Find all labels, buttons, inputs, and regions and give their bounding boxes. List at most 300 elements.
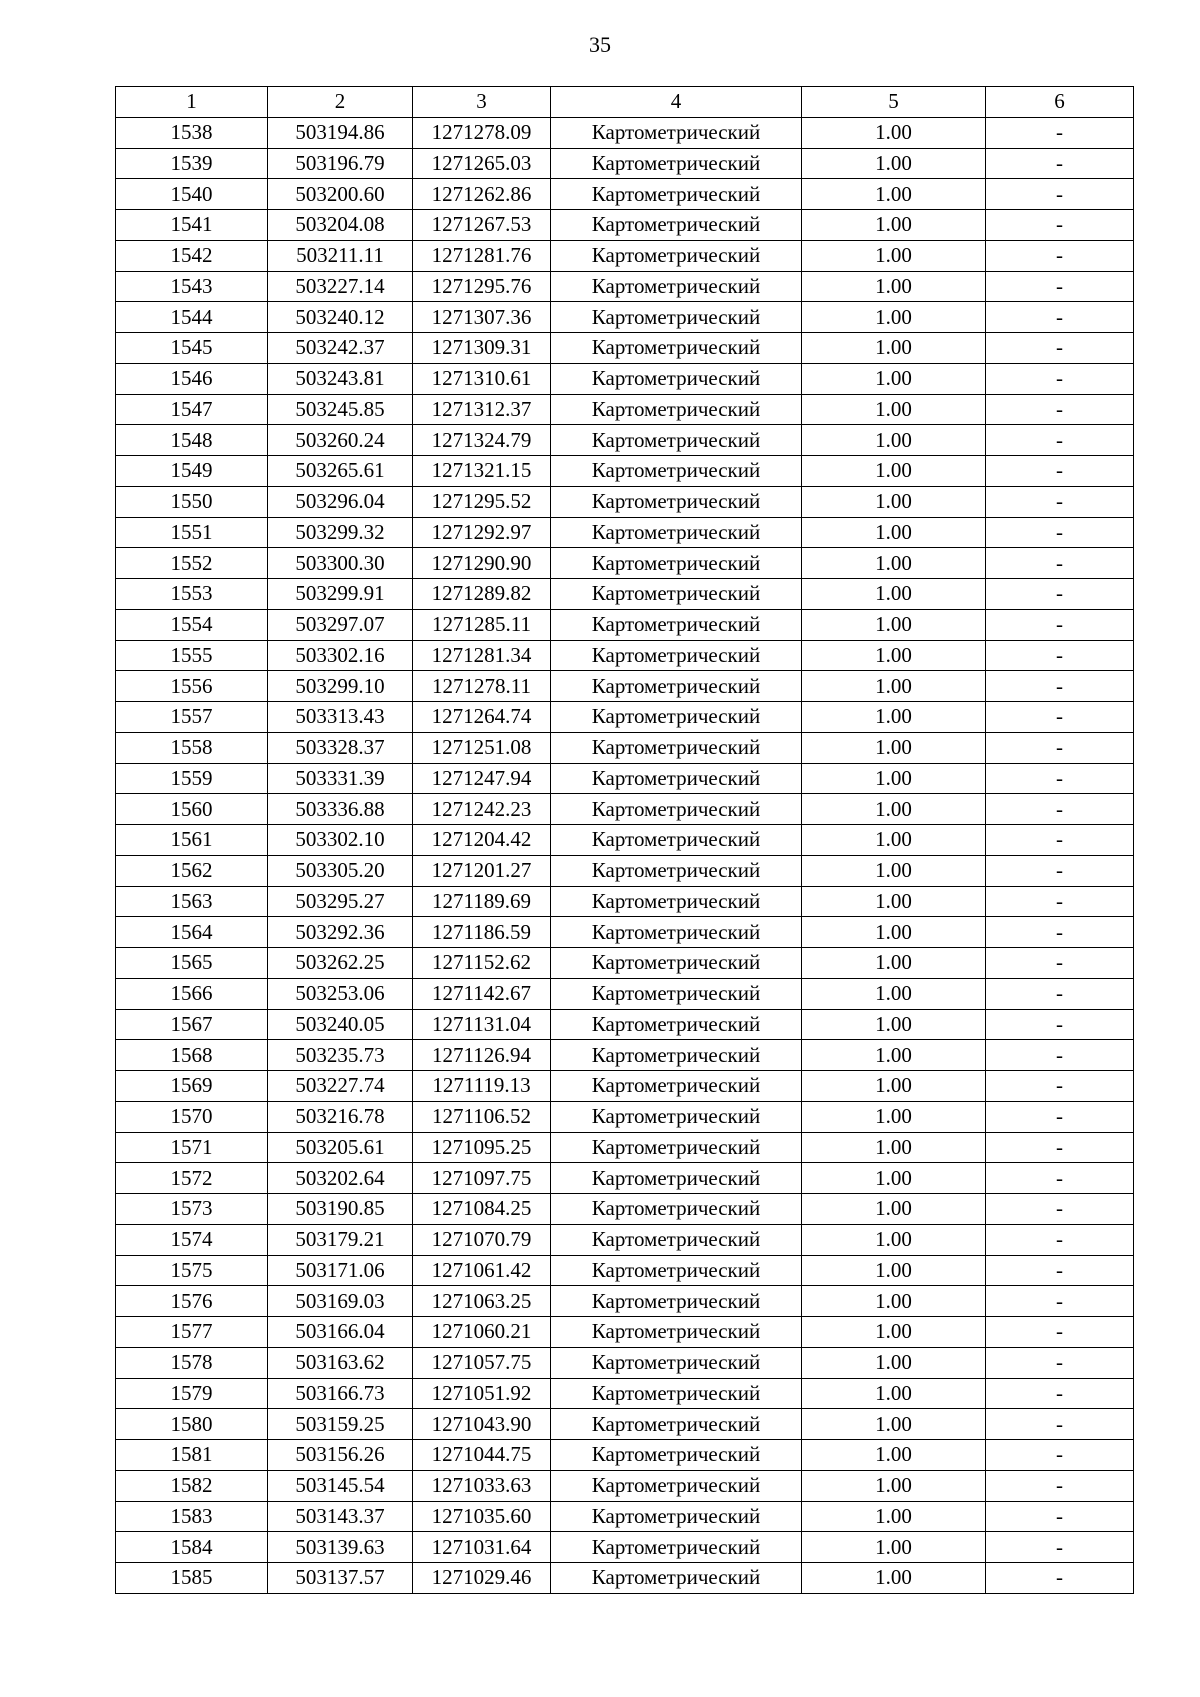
table-row <box>116 978 1134 1009</box>
description-cell: - <box>986 1532 1134 1563</box>
method-cell: Картометрический <box>551 1194 802 1225</box>
x-coordinate-cell: 503196.79 <box>268 148 413 179</box>
point-number-cell: 1557 <box>116 702 268 733</box>
y-coordinate-cell: 1271324.79 <box>413 425 551 456</box>
method-cell: Картометрический <box>551 1347 802 1378</box>
table-row <box>116 640 1134 671</box>
column-header-3: 3 <box>413 87 551 118</box>
y-coordinate-cell: 1271307.36 <box>413 302 551 333</box>
point-number-cell: 1580 <box>116 1409 268 1440</box>
x-coordinate-cell: 503297.07 <box>268 609 413 640</box>
y-coordinate-cell: 1271131.04 <box>413 1009 551 1040</box>
y-coordinate-cell: 1271051.92 <box>413 1378 551 1409</box>
point-number-cell: 1574 <box>116 1224 268 1255</box>
x-coordinate-cell: 503299.32 <box>268 517 413 548</box>
accuracy-cell: 1.00 <box>802 148 986 179</box>
table-row <box>116 1440 1134 1471</box>
x-coordinate-cell: 503204.08 <box>268 210 413 241</box>
point-number-cell: 1584 <box>116 1532 268 1563</box>
point-number-cell: 1560 <box>116 794 268 825</box>
x-coordinate-cell: 503171.06 <box>268 1255 413 1286</box>
accuracy-cell: 1.00 <box>802 1409 986 1440</box>
y-coordinate-cell: 1271312.37 <box>413 394 551 425</box>
x-coordinate-cell: 503163.62 <box>268 1347 413 1378</box>
y-coordinate-cell: 1271281.76 <box>413 240 551 271</box>
accuracy-cell: 1.00 <box>802 363 986 394</box>
y-coordinate-cell: 1271309.31 <box>413 333 551 364</box>
description-cell: - <box>986 1563 1134 1594</box>
point-number-cell: 1551 <box>116 517 268 548</box>
x-coordinate-cell: 503245.85 <box>268 394 413 425</box>
x-coordinate-cell: 503194.86 <box>268 117 413 148</box>
description-cell: - <box>986 1501 1134 1532</box>
description-cell: - <box>986 363 1134 394</box>
point-number-cell: 1554 <box>116 609 268 640</box>
accuracy-cell: 1.00 <box>802 302 986 333</box>
table-row <box>116 1317 1134 1348</box>
method-cell: Картометрический <box>551 886 802 917</box>
accuracy-cell: 1.00 <box>802 179 986 210</box>
table-row <box>116 763 1134 794</box>
accuracy-cell: 1.00 <box>802 702 986 733</box>
description-cell: - <box>986 1224 1134 1255</box>
point-number-cell: 1544 <box>116 302 268 333</box>
accuracy-cell: 1.00 <box>802 425 986 456</box>
table-row <box>116 179 1134 210</box>
table-row <box>116 394 1134 425</box>
table-row <box>116 363 1134 394</box>
column-header-5: 5 <box>802 87 986 118</box>
method-cell: Картометрический <box>551 486 802 517</box>
accuracy-cell: 1.00 <box>802 271 986 302</box>
method-cell: Картометрический <box>551 1532 802 1563</box>
table-row <box>116 609 1134 640</box>
accuracy-cell: 1.00 <box>802 1132 986 1163</box>
description-cell: - <box>986 117 1134 148</box>
y-coordinate-cell: 1271295.76 <box>413 271 551 302</box>
table-row <box>116 732 1134 763</box>
method-cell: Картометрический <box>551 978 802 1009</box>
x-coordinate-cell: 503265.61 <box>268 456 413 487</box>
x-coordinate-cell: 503169.03 <box>268 1286 413 1317</box>
method-cell: Картометрический <box>551 1132 802 1163</box>
table-row <box>116 1009 1134 1040</box>
description-cell: - <box>986 1440 1134 1471</box>
y-coordinate-cell: 1271152.62 <box>413 948 551 979</box>
x-coordinate-cell: 503240.05 <box>268 1009 413 1040</box>
x-coordinate-cell: 503336.88 <box>268 794 413 825</box>
x-coordinate-cell: 503296.04 <box>268 486 413 517</box>
table-row <box>116 1378 1134 1409</box>
method-cell: Картометрический <box>551 1071 802 1102</box>
y-coordinate-cell: 1271186.59 <box>413 917 551 948</box>
x-coordinate-cell: 503243.81 <box>268 363 413 394</box>
table-row <box>116 825 1134 856</box>
method-cell: Картометрический <box>551 210 802 241</box>
point-number-cell: 1562 <box>116 855 268 886</box>
y-coordinate-cell: 1271095.25 <box>413 1132 551 1163</box>
method-cell: Картометрический <box>551 1101 802 1132</box>
y-coordinate-cell: 1271057.75 <box>413 1347 551 1378</box>
point-number-cell: 1577 <box>116 1317 268 1348</box>
point-number-cell: 1578 <box>116 1347 268 1378</box>
y-coordinate-cell: 1271126.94 <box>413 1040 551 1071</box>
description-cell: - <box>986 1101 1134 1132</box>
method-cell: Картометрический <box>551 1470 802 1501</box>
x-coordinate-cell: 503227.14 <box>268 271 413 302</box>
method-cell: Картометрический <box>551 302 802 333</box>
accuracy-cell: 1.00 <box>802 1378 986 1409</box>
table-row <box>116 1040 1134 1071</box>
method-cell: Картометрический <box>551 1378 802 1409</box>
table-row <box>116 886 1134 917</box>
table-row <box>116 1470 1134 1501</box>
method-cell: Картометрический <box>551 425 802 456</box>
y-coordinate-cell: 1271285.11 <box>413 609 551 640</box>
accuracy-cell: 1.00 <box>802 609 986 640</box>
accuracy-cell: 1.00 <box>802 732 986 763</box>
table-row <box>116 1071 1134 1102</box>
y-coordinate-cell: 1271281.34 <box>413 640 551 671</box>
x-coordinate-cell: 503260.24 <box>268 425 413 456</box>
table-row <box>116 671 1134 702</box>
method-cell: Картометрический <box>551 1317 802 1348</box>
description-cell: - <box>986 1255 1134 1286</box>
x-coordinate-cell: 503166.04 <box>268 1317 413 1348</box>
accuracy-cell: 1.00 <box>802 1317 986 1348</box>
x-coordinate-cell: 503299.10 <box>268 671 413 702</box>
point-number-cell: 1583 <box>116 1501 268 1532</box>
x-coordinate-cell: 503211.11 <box>268 240 413 271</box>
accuracy-cell: 1.00 <box>802 333 986 364</box>
table-row <box>116 271 1134 302</box>
y-coordinate-cell: 1271035.60 <box>413 1501 551 1532</box>
table-body <box>116 117 1134 1593</box>
method-cell: Картометрический <box>551 855 802 886</box>
method-cell: Картометрический <box>551 732 802 763</box>
y-coordinate-cell: 1271262.86 <box>413 179 551 210</box>
description-cell: - <box>986 1378 1134 1409</box>
point-number-cell: 1568 <box>116 1040 268 1071</box>
y-coordinate-cell: 1271278.11 <box>413 671 551 702</box>
accuracy-cell: 1.00 <box>802 763 986 794</box>
table-row <box>116 579 1134 610</box>
method-cell: Картометрический <box>551 917 802 948</box>
accuracy-cell: 1.00 <box>802 456 986 487</box>
table-row <box>116 917 1134 948</box>
x-coordinate-cell: 503253.06 <box>268 978 413 1009</box>
point-number-cell: 1542 <box>116 240 268 271</box>
accuracy-cell: 1.00 <box>802 1286 986 1317</box>
method-cell: Картометрический <box>551 1286 802 1317</box>
description-cell: - <box>986 1009 1134 1040</box>
x-coordinate-cell: 503137.57 <box>268 1563 413 1594</box>
accuracy-cell: 1.00 <box>802 825 986 856</box>
x-coordinate-cell: 503202.64 <box>268 1163 413 1194</box>
accuracy-cell: 1.00 <box>802 978 986 1009</box>
point-number-cell: 1576 <box>116 1286 268 1317</box>
point-number-cell: 1582 <box>116 1470 268 1501</box>
accuracy-cell: 1.00 <box>802 671 986 702</box>
description-cell: - <box>986 240 1134 271</box>
x-coordinate-cell: 503292.36 <box>268 917 413 948</box>
accuracy-cell: 1.00 <box>802 1194 986 1225</box>
y-coordinate-cell: 1271044.75 <box>413 1440 551 1471</box>
method-cell: Картометрический <box>551 333 802 364</box>
y-coordinate-cell: 1271290.90 <box>413 548 551 579</box>
description-cell: - <box>986 825 1134 856</box>
x-coordinate-cell: 503143.37 <box>268 1501 413 1532</box>
accuracy-cell: 1.00 <box>802 240 986 271</box>
table-row <box>116 333 1134 364</box>
x-coordinate-cell: 503331.39 <box>268 763 413 794</box>
description-cell: - <box>986 579 1134 610</box>
point-number-cell: 1541 <box>116 210 268 241</box>
y-coordinate-cell: 1271119.13 <box>413 1071 551 1102</box>
description-cell: - <box>986 886 1134 917</box>
table-row <box>116 240 1134 271</box>
table-row <box>116 148 1134 179</box>
point-number-cell: 1581 <box>116 1440 268 1471</box>
accuracy-cell: 1.00 <box>802 579 986 610</box>
point-number-cell: 1575 <box>116 1255 268 1286</box>
description-cell: - <box>986 179 1134 210</box>
point-number-cell: 1553 <box>116 579 268 610</box>
y-coordinate-cell: 1271043.90 <box>413 1409 551 1440</box>
accuracy-cell: 1.00 <box>802 517 986 548</box>
x-coordinate-cell: 503205.61 <box>268 1132 413 1163</box>
description-cell: - <box>986 456 1134 487</box>
table-row <box>116 855 1134 886</box>
y-coordinate-cell: 1271267.53 <box>413 210 551 241</box>
point-number-cell: 1567 <box>116 1009 268 1040</box>
y-coordinate-cell: 1271247.94 <box>413 763 551 794</box>
description-cell: - <box>986 302 1134 333</box>
method-cell: Картометрический <box>551 609 802 640</box>
point-number-cell: 1571 <box>116 1132 268 1163</box>
table-row <box>116 425 1134 456</box>
column-header-2: 2 <box>268 87 413 118</box>
x-coordinate-cell: 503216.78 <box>268 1101 413 1132</box>
x-coordinate-cell: 503145.54 <box>268 1470 413 1501</box>
description-cell: - <box>986 732 1134 763</box>
description-cell: - <box>986 1470 1134 1501</box>
x-coordinate-cell: 503299.91 <box>268 579 413 610</box>
x-coordinate-cell: 503190.85 <box>268 1194 413 1225</box>
table-row <box>116 702 1134 733</box>
description-cell: - <box>986 948 1134 979</box>
table-row <box>116 517 1134 548</box>
method-cell: Картометрический <box>551 363 802 394</box>
y-coordinate-cell: 1271189.69 <box>413 886 551 917</box>
description-cell: - <box>986 1317 1134 1348</box>
x-coordinate-cell: 503313.43 <box>268 702 413 733</box>
description-cell: - <box>986 917 1134 948</box>
description-cell: - <box>986 517 1134 548</box>
accuracy-cell: 1.00 <box>802 1563 986 1594</box>
description-cell: - <box>986 640 1134 671</box>
point-number-cell: 1559 <box>116 763 268 794</box>
y-coordinate-cell: 1271029.46 <box>413 1563 551 1594</box>
table-row <box>116 1347 1134 1378</box>
accuracy-cell: 1.00 <box>802 886 986 917</box>
table-row <box>116 456 1134 487</box>
table-row <box>116 486 1134 517</box>
description-cell: - <box>986 1163 1134 1194</box>
y-coordinate-cell: 1271321.15 <box>413 456 551 487</box>
point-number-cell: 1579 <box>116 1378 268 1409</box>
description-cell: - <box>986 210 1134 241</box>
table-row <box>116 1132 1134 1163</box>
accuracy-cell: 1.00 <box>802 640 986 671</box>
table-row <box>116 1163 1134 1194</box>
point-number-cell: 1566 <box>116 978 268 1009</box>
description-cell: - <box>986 1347 1134 1378</box>
description-cell: - <box>986 855 1134 886</box>
y-coordinate-cell: 1271063.25 <box>413 1286 551 1317</box>
method-cell: Картометрический <box>551 1009 802 1040</box>
x-coordinate-cell: 503262.25 <box>268 948 413 979</box>
table-row <box>116 1501 1134 1532</box>
y-coordinate-cell: 1271201.27 <box>413 855 551 886</box>
method-cell: Картометрический <box>551 671 802 702</box>
accuracy-cell: 1.00 <box>802 1347 986 1378</box>
method-cell: Картометрический <box>551 1224 802 1255</box>
accuracy-cell: 1.00 <box>802 1009 986 1040</box>
table-row <box>116 1409 1134 1440</box>
point-number-cell: 1543 <box>116 271 268 302</box>
table-row <box>116 794 1134 825</box>
table-row <box>116 1563 1134 1594</box>
accuracy-cell: 1.00 <box>802 1071 986 1102</box>
description-cell: - <box>986 609 1134 640</box>
table-header-row <box>116 87 1134 118</box>
table-row <box>116 117 1134 148</box>
method-cell: Картометрический <box>551 240 802 271</box>
description-cell: - <box>986 1040 1134 1071</box>
accuracy-cell: 1.00 <box>802 210 986 241</box>
x-coordinate-cell: 503139.63 <box>268 1532 413 1563</box>
description-cell: - <box>986 1071 1134 1102</box>
point-number-cell: 1550 <box>116 486 268 517</box>
y-coordinate-cell: 1271251.08 <box>413 732 551 763</box>
y-coordinate-cell: 1271295.52 <box>413 486 551 517</box>
x-coordinate-cell: 503328.37 <box>268 732 413 763</box>
x-coordinate-cell: 503242.37 <box>268 333 413 364</box>
method-cell: Картометрический <box>551 179 802 210</box>
y-coordinate-cell: 1271264.74 <box>413 702 551 733</box>
y-coordinate-cell: 1271033.63 <box>413 1470 551 1501</box>
table-row <box>116 1255 1134 1286</box>
description-cell: - <box>986 425 1134 456</box>
x-coordinate-cell: 503159.25 <box>268 1409 413 1440</box>
description-cell: - <box>986 794 1134 825</box>
y-coordinate-cell: 1271060.21 <box>413 1317 551 1348</box>
method-cell: Картометрический <box>551 640 802 671</box>
method-cell: Картометрический <box>551 271 802 302</box>
accuracy-cell: 1.00 <box>802 1101 986 1132</box>
method-cell: Картометрический <box>551 1163 802 1194</box>
description-cell: - <box>986 978 1134 1009</box>
method-cell: Картометрический <box>551 794 802 825</box>
accuracy-cell: 1.00 <box>802 548 986 579</box>
y-coordinate-cell: 1271310.61 <box>413 363 551 394</box>
y-coordinate-cell: 1271265.03 <box>413 148 551 179</box>
page-number: 35 <box>589 32 611 57</box>
y-coordinate-cell: 1271031.64 <box>413 1532 551 1563</box>
point-number-cell: 1573 <box>116 1194 268 1225</box>
accuracy-cell: 1.00 <box>802 794 986 825</box>
x-coordinate-cell: 503302.16 <box>268 640 413 671</box>
point-number-cell: 1563 <box>116 886 268 917</box>
accuracy-cell: 1.00 <box>802 1255 986 1286</box>
method-cell: Картометрический <box>551 1501 802 1532</box>
x-coordinate-cell: 503200.60 <box>268 179 413 210</box>
y-coordinate-cell: 1271061.42 <box>413 1255 551 1286</box>
y-coordinate-cell: 1271070.79 <box>413 1224 551 1255</box>
y-coordinate-cell: 1271242.23 <box>413 794 551 825</box>
description-cell: - <box>986 548 1134 579</box>
description-cell: - <box>986 1132 1134 1163</box>
point-number-cell: 1549 <box>116 456 268 487</box>
point-number-cell: 1565 <box>116 948 268 979</box>
method-cell: Картометрический <box>551 1255 802 1286</box>
table-row <box>116 1286 1134 1317</box>
method-cell: Картометрический <box>551 825 802 856</box>
table-row <box>116 1532 1134 1563</box>
x-coordinate-cell: 503305.20 <box>268 855 413 886</box>
column-header-1: 1 <box>116 87 268 118</box>
x-coordinate-cell: 503302.10 <box>268 825 413 856</box>
y-coordinate-cell: 1271292.97 <box>413 517 551 548</box>
y-coordinate-cell: 1271106.52 <box>413 1101 551 1132</box>
point-number-cell: 1585 <box>116 1563 268 1594</box>
point-number-cell: 1570 <box>116 1101 268 1132</box>
method-cell: Картометрический <box>551 394 802 425</box>
x-coordinate-cell: 503240.12 <box>268 302 413 333</box>
point-number-cell: 1555 <box>116 640 268 671</box>
description-cell: - <box>986 271 1134 302</box>
accuracy-cell: 1.00 <box>802 948 986 979</box>
method-cell: Картометрический <box>551 763 802 794</box>
accuracy-cell: 1.00 <box>802 917 986 948</box>
method-cell: Картометрический <box>551 702 802 733</box>
description-cell: - <box>986 1194 1134 1225</box>
y-coordinate-cell: 1271278.09 <box>413 117 551 148</box>
accuracy-cell: 1.00 <box>802 1532 986 1563</box>
method-cell: Картометрический <box>551 456 802 487</box>
point-number-cell: 1569 <box>116 1071 268 1102</box>
accuracy-cell: 1.00 <box>802 1470 986 1501</box>
accuracy-cell: 1.00 <box>802 1163 986 1194</box>
x-coordinate-cell: 503179.21 <box>268 1224 413 1255</box>
point-number-cell: 1558 <box>116 732 268 763</box>
description-cell: - <box>986 702 1134 733</box>
method-cell: Картометрический <box>551 1409 802 1440</box>
point-number-cell: 1540 <box>116 179 268 210</box>
x-coordinate-cell: 503295.27 <box>268 886 413 917</box>
x-coordinate-cell: 503166.73 <box>268 1378 413 1409</box>
method-cell: Картометрический <box>551 117 802 148</box>
point-number-cell: 1561 <box>116 825 268 856</box>
accuracy-cell: 1.00 <box>802 855 986 886</box>
y-coordinate-cell: 1271289.82 <box>413 579 551 610</box>
table-row <box>116 1224 1134 1255</box>
description-cell: - <box>986 763 1134 794</box>
accuracy-cell: 1.00 <box>802 1040 986 1071</box>
accuracy-cell: 1.00 <box>802 1440 986 1471</box>
description-cell: - <box>986 394 1134 425</box>
